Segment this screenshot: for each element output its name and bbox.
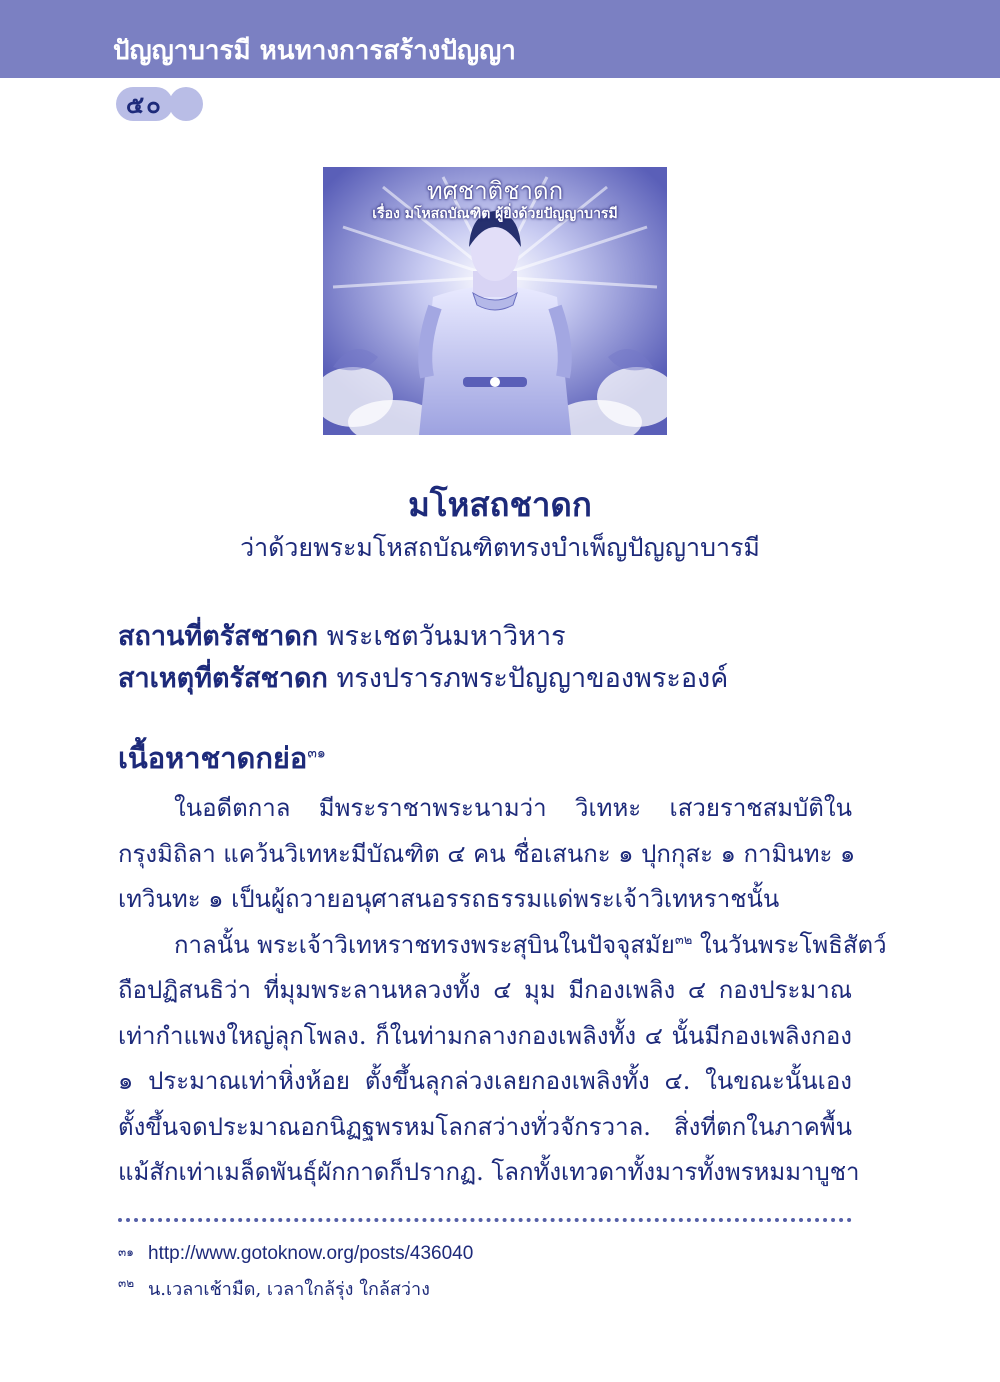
- footnote: [118, 1274, 430, 1303]
- place-label: สถานที่ตรัสชาดก: [118, 621, 319, 652]
- body-line: ถือปฏิสนธิว่า ที่มุมพระลานหลวงทั้ง ๔ มุม มีกองเพลิง ๔ กองประมาณ: [118, 976, 852, 1004]
- body-text: [118, 786, 887, 1196]
- illustration-subtitle: เรื่อง มโหสถบัณฑิต ผู้ยิ่งด้วยปัญญาบารมี: [372, 206, 618, 222]
- summary-heading-text: เนื้อหาชาดกย่อ: [118, 741, 308, 775]
- footnote: [118, 1243, 473, 1265]
- body-line-part: ในวันพระโพธิสัตว์: [692, 930, 887, 959]
- book-title: ปัญญาบารมี หนทางการสร้างปัญญา: [113, 36, 516, 66]
- footnote-mark: ๓๒: [118, 1276, 135, 1290]
- body-line: เทวินทะ ๑ เป็นผู้ถวายอนุศาสนอรรถธรรมแด่พระเจ้าวิเทหราชนั้น: [118, 885, 780, 913]
- story-subtitle: ว่าด้วยพระมโหสถบัณฑิตทรงบำเพ็ญปัญญาบารมี: [240, 533, 760, 562]
- story-title: มโหสถชาดก: [408, 485, 592, 524]
- body-line: ในอดีตกาล มีพระราชาพระนามว่า วิเทหะ เสวยราชสมบัติใน: [174, 794, 852, 822]
- page-number: ๕๐: [116, 87, 173, 121]
- cause-line: [118, 656, 728, 699]
- place-value: พระเชตวันมหาวิหาร: [326, 621, 566, 652]
- page-number-decoration: [169, 87, 203, 121]
- body-line: ๑ ประมาณเท่าหิ่งห้อย ตั้งขึ้นลุกล่วงเลยกองเพลิงทั้ง ๔. ในขณะนั้นเอง: [118, 1067, 852, 1095]
- footnote-ref: ๓๑: [307, 745, 326, 762]
- cause-value: ทรงปรารภพระปัญญาของพระองค์: [336, 663, 729, 694]
- cause-label: สาเหตุที่ตรัสชาดก: [118, 663, 328, 694]
- body-line: [118, 923, 887, 969]
- body-line: เท่ากำแพงใหญ่ลุกโพลง. ก็ในท่ามกลางกองเพลิงทั้ง ๔ นั้นมีกองเพลิงกอง: [118, 1021, 852, 1050]
- story-illustration: [323, 167, 667, 435]
- footnote-divider: [118, 1218, 852, 1222]
- body-line: แม้สักเท่าเมล็ดพันธุ์ผักกาดก็ปรากฏ. โลกทั้งเทวดาทั้งมารทั้งพรหมมาบูชา: [118, 1158, 860, 1186]
- body-line-part: กาลนั้น พระเจ้าวิเทหราชทรงพระสุบินในปัจจุสมัย: [174, 930, 675, 959]
- footnote-link[interactable]: http://www.gotoknow.org/posts/436040: [148, 1243, 474, 1264]
- place-line: [118, 614, 566, 657]
- footnote-ref: ๓๒: [674, 932, 693, 948]
- body-line: กรุงมิถิลา แคว้นวิเทหะมีบัณฑิต ๔ คน ชื่อเสนกะ ๑ ปุกกุสะ ๑ กามินทะ ๑: [118, 839, 856, 868]
- illustration-title: ทศชาติชาดก: [426, 177, 564, 205]
- footnote-text: น.เวลาเช้ามืด, เวลาใกล้รุ่ง ใกล้สว่าง: [148, 1279, 430, 1300]
- footnote-mark: ๓๑: [118, 1245, 134, 1259]
- summary-heading: [118, 735, 326, 781]
- page-number-badge: [116, 86, 203, 122]
- body-line: ตั้งขึ้นจดประมาณอกนิฏฐพรหมโลกสว่างทั่วจักรวาล. สิ่งที่ตกในภาคพื้น: [118, 1112, 852, 1141]
